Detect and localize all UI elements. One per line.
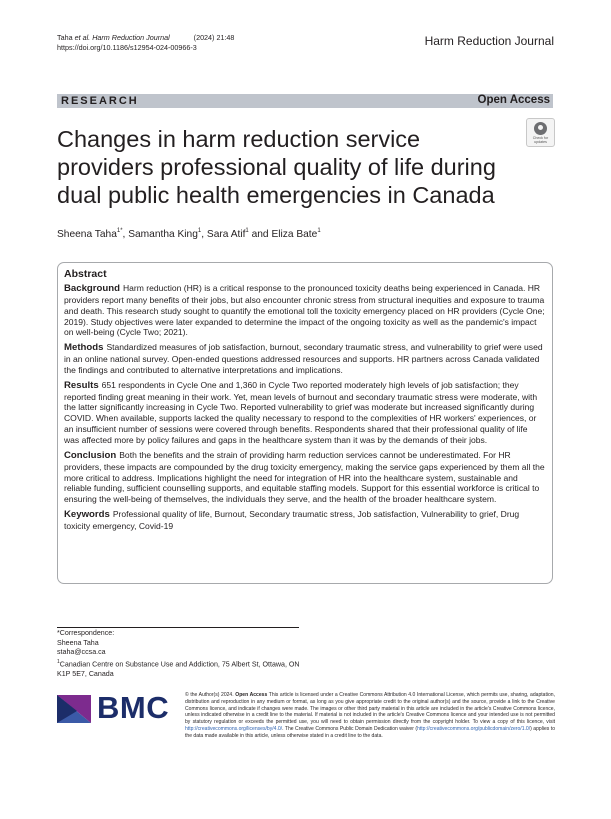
bmc-logo bbox=[57, 692, 172, 724]
citation-journal: Harm Reduction Journal bbox=[92, 33, 170, 42]
abstract-methods: Methods Standardized measures of job satisfaction, burnout, secondary traumatic stress, and vulnerability to grief were used in an online national survey. Open-ended questions addressed resources and supports. HR partners across Canada validated the findings and contributed to alternative interpretations and implications. bbox=[64, 342, 543, 375]
citation-authors: Taha bbox=[57, 33, 73, 42]
citation-line bbox=[57, 33, 234, 43]
abstract-results: Results 651 respondents in Cycle One and 1,360 in Cycle Two reported moderately high levels of job satisfaction; they reported finding great meaning in their work. Yet, mean levels of burnout and secondary traumatic stress were moderate, with the latter significantly increasing in Cycle Two. Reported vulnerability to grief was moderate but increased significantly during COVID. When available, supports lacked the quality necessary to respond to the complexities of HR workers' experiences, or an insufficient number of sessions were covered through benefits. Respondents shared that their professional quality of life was affected more by policy failures and gaps in the healthcare system than it was by the demands of their jobs. bbox=[64, 379, 538, 445]
correspondence-block bbox=[57, 629, 307, 679]
affiliation: $^1$Canadian Centre on Substance Use and Addiction, 75 Albert St, Ottawa, ON K1P 5E7, Canada bbox=[57, 658, 300, 678]
crossmark-label: Check for updates bbox=[532, 136, 549, 144]
bmc-logo-text: BMC bbox=[97, 690, 170, 725]
citation-etal: et al. bbox=[74, 33, 91, 42]
abstract-background: Background Harm reduction (HR) is a critical response to the pronounced toxicity deaths being experienced in Canada. HR providers report many benefits of their jobs, but also encounter chronic stress from structural inequities and exposure to trauma and death. This research study sought to quantify the emotional toll the toxicity emergency placed on HR providers (Cycle One; 2019). Study objectives were later expanded to determine the impact of the ongoing toxicity as well as the pandemic's impact on well-being (Cycle Two; 2021). bbox=[64, 283, 545, 338]
correspondence-name: Sheena Taha bbox=[57, 638, 99, 647]
correspondence-email[interactable]: staha@ccsa.ca bbox=[57, 648, 106, 657]
license-text: © the Author(s) 2024. Open Access This article is licensed under a Creative Commons Attribution 4.0 International License, which permits use, sharing, adaptation, distribution and reproduction in any medium or format, as long as you give appropriate credit to the original author(s) and the source, provide a link to the Creative Commons licence, and indicate if changes were made. The images or other third party material in this article are included in the article's Creative Commons licence, unless indicated otherwise in a credit line to the material. If material is not included in the article's Creative Commons licence and your intended use is not permitted by statutory regulation or exceeds the permitted use, you will need to obtain permission directly from the copyright holder. To view a copy of this licence, visit http://creativecommons.org/licenses/by/4.0/. The Creative Commons Public Domain Dedication waiver (http://creativecommons.org/publicdomain/zero/1.0/) applies to the data made available in this article, unless otherwise stated in a credit line to the data. bbox=[185, 692, 556, 739]
bmc-logo-icon bbox=[57, 695, 91, 723]
author-list bbox=[57, 229, 321, 240]
citation-block bbox=[57, 33, 234, 53]
abstract-box bbox=[57, 262, 553, 584]
correspondence-label: *Correspondence: bbox=[57, 629, 115, 637]
author: Samantha King$^1$, bbox=[128, 228, 207, 240]
citation-year-page: (2024) 21:48 bbox=[193, 33, 235, 42]
author: Sheena Taha$^{1*}$, bbox=[57, 228, 129, 240]
article-title: Changes in harm reduction service providers professional quality of life during dual public health emergencies in Canada bbox=[57, 126, 496, 208]
author: Sara Atif$^1$ and bbox=[206, 228, 272, 240]
open-access-label: Open Access bbox=[477, 94, 550, 106]
crossmark-icon bbox=[534, 122, 547, 135]
abstract-conclusion: Conclusion Both the benefits and the strain of providing harm reduction services cannot be underestimated. For HR providers, these impacts are compounded by the drug toxicity emergency, making the service gaps experienced by them all the more critical to address. Implications highlight the need for integration of HR into the healthcare system, sustainable and reliable funding, sufficient counselling supports, and equitable staffing models. Support for this essential workforce is critical to ensuring the well-being of themselves, the individuals they serve, and the health of the broader healthcare system. bbox=[64, 449, 545, 505]
abstract-heading: Abstract bbox=[64, 268, 107, 280]
license-link[interactable]: http://creativecommons.org/licenses/by/4.0/ bbox=[185, 725, 283, 732]
footnote-divider bbox=[57, 627, 299, 628]
cc0-link[interactable]: http://creativecommons.org/publicdomain/zero/1.0/ bbox=[417, 725, 531, 732]
abstract-keywords: Keywords Professional quality of life, Burnout, Secondary traumatic stress, Job satisfaction, Vulnerability to grief, Drug toxicity emergency, Covid-19 bbox=[64, 509, 520, 531]
author: Eliza Bate$^1$ bbox=[271, 228, 321, 240]
doi-link[interactable]: https://doi.org/10.1186/s12954-024-00966-3 bbox=[57, 43, 197, 52]
journal-name: Harm Reduction Journal bbox=[424, 34, 554, 48]
check-for-updates-badge[interactable] bbox=[526, 118, 555, 147]
section-banner bbox=[57, 94, 553, 108]
article-type-label: RESEARCH bbox=[61, 95, 139, 107]
